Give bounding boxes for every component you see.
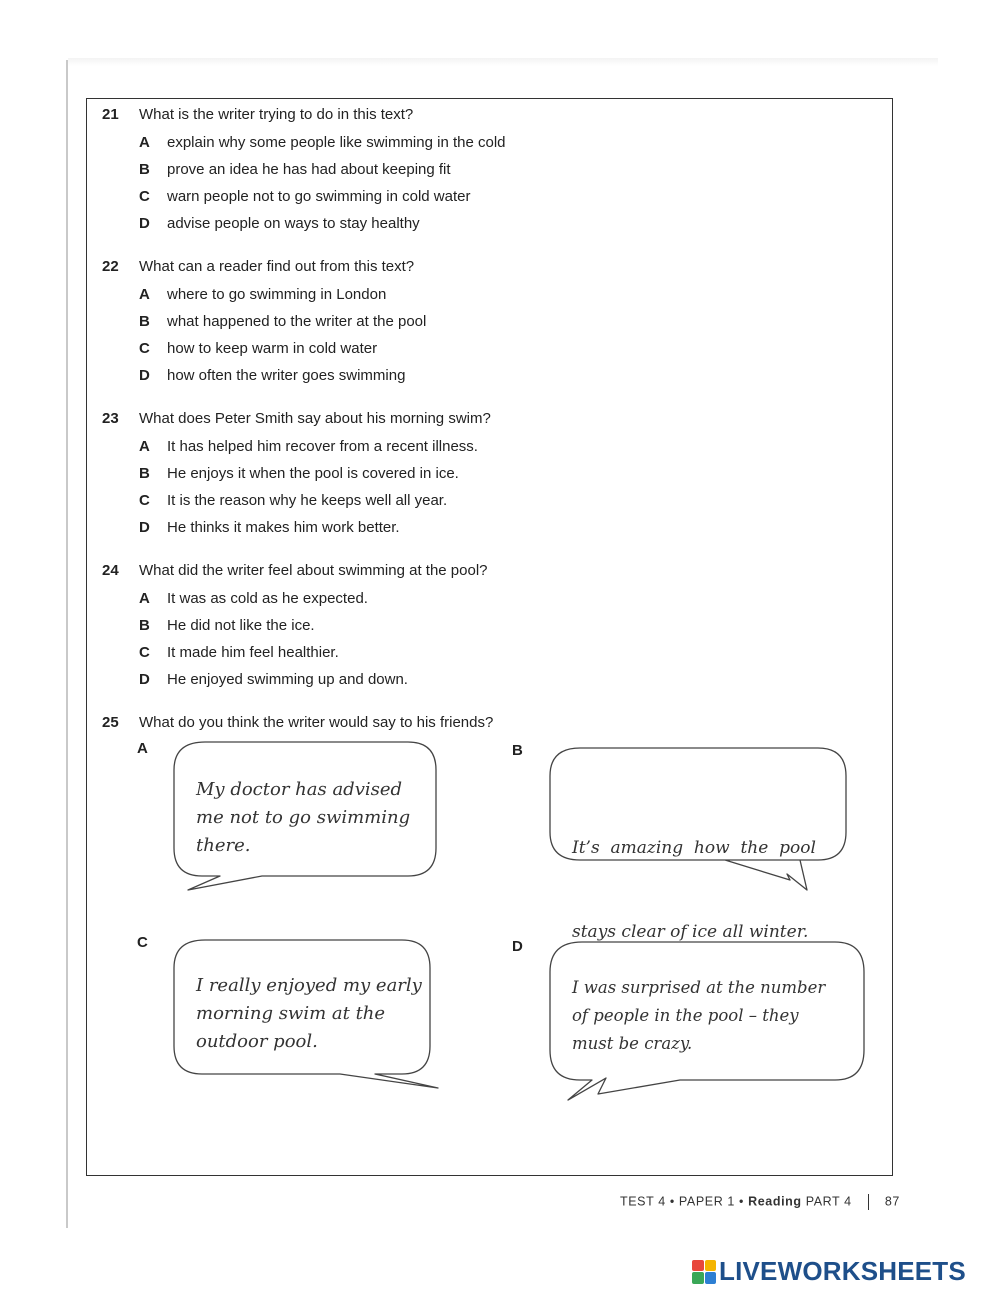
question-text: What can a reader find out from this text? xyxy=(139,258,415,275)
option-letter: C xyxy=(139,492,150,509)
option-letter: D xyxy=(139,367,150,384)
option-text: He enjoys it when the pool is covered in ice. xyxy=(167,465,459,482)
option-text: He did not like the ice. xyxy=(167,617,315,634)
option-text: what happened to the writer at the pool xyxy=(167,313,427,330)
picture-letter-c: C xyxy=(137,934,148,951)
logo-square-green xyxy=(692,1272,704,1284)
option-letter: B xyxy=(139,617,150,634)
bubble-line: there. xyxy=(196,835,251,856)
option-letter: B xyxy=(139,313,150,330)
option-letter: B xyxy=(139,465,150,482)
picture-letter-a: A xyxy=(137,740,148,757)
bubble-line: of people in the pool – they xyxy=(572,1006,799,1025)
option-text: how often the writer goes swimming xyxy=(167,367,406,384)
liveworksheets-brand[interactable] xyxy=(692,1256,966,1287)
bubble-line: me not to go swimming xyxy=(196,807,411,828)
option-letter: A xyxy=(139,286,150,303)
option-letter: A xyxy=(139,590,150,607)
footer-bullet: • xyxy=(739,1194,745,1209)
page-number: 87 xyxy=(884,1194,900,1209)
option-text: It is the reason why he keeps well all year. xyxy=(167,492,448,509)
question-text: What is the writer trying to do in this text? xyxy=(139,106,414,123)
question-text: What do you think the writer would say to his friends? xyxy=(139,714,494,731)
footer-paper: PAPER 1 xyxy=(678,1194,735,1209)
option-letter: D xyxy=(139,215,150,232)
bubble-line: I was surprised at the number xyxy=(572,978,826,997)
brand-name: LIVEWORKSHEETS xyxy=(719,1256,966,1286)
footer-reading: Reading xyxy=(748,1194,802,1209)
footer-test: TEST 4 xyxy=(620,1194,666,1209)
logo-square-yellow xyxy=(705,1260,717,1272)
logo-square-red xyxy=(692,1260,704,1272)
speech-bubble-a[interactable] xyxy=(196,776,410,860)
speech-bubble-c[interactable] xyxy=(196,972,422,1056)
option-text: It was as cold as he expected. xyxy=(167,590,368,607)
option-text: It made him feel healthier. xyxy=(167,644,339,661)
option-letter: D xyxy=(139,519,150,536)
footer-divider xyxy=(868,1194,869,1210)
footer-part: PART 4 xyxy=(805,1194,852,1209)
option-text: He thinks it makes him work better. xyxy=(167,519,400,536)
picture-letter-b: B xyxy=(512,742,523,759)
option-letter: B xyxy=(139,161,150,178)
bubble-line: morning swim at the xyxy=(196,1003,386,1024)
option-letter: C xyxy=(139,644,150,661)
question-text: What does Peter Smith say about his morning swim? xyxy=(139,410,491,427)
speech-bubble-b[interactable] xyxy=(572,778,816,974)
picture-letter-d: D xyxy=(512,938,523,955)
option-letter: C xyxy=(139,340,150,357)
liveworksheets-logo-icon xyxy=(692,1260,716,1284)
option-text: It has helped him recover from a recent illness. xyxy=(167,438,478,455)
option-letter: C xyxy=(139,188,150,205)
footer-bullet: • xyxy=(669,1194,675,1209)
bubble-line: My doctor has advised xyxy=(196,779,403,800)
bubble-line: I really enjoyed my early xyxy=(196,975,422,996)
option-text: advise people on ways to stay healthy xyxy=(167,215,420,232)
question-number: 25 xyxy=(102,714,119,731)
bubble-line: must be crazy. xyxy=(572,1034,693,1053)
option-text: He enjoyed swimming up and down. xyxy=(167,671,408,688)
bubble-line: stays clear of ice all winter. xyxy=(572,922,809,942)
speech-bubble-d[interactable] xyxy=(572,974,825,1058)
question-number: 21 xyxy=(102,106,119,123)
option-text: warn people not to go swimming in cold water xyxy=(167,188,471,205)
question-number: 23 xyxy=(102,410,119,427)
bubble-line: It’s amazing how the pool xyxy=(572,838,816,858)
page-footer xyxy=(620,1194,900,1210)
option-text: where to go swimming in London xyxy=(167,286,387,303)
option-text: how to keep warm in cold water xyxy=(167,340,378,357)
option-text: explain why some people like swimming in the cold xyxy=(167,134,506,151)
option-letter: D xyxy=(139,671,150,688)
option-letter: A xyxy=(139,438,150,455)
option-letter: A xyxy=(139,134,150,151)
question-number: 22 xyxy=(102,258,119,275)
question-text: What did the writer feel about swimming at the pool? xyxy=(139,562,488,579)
option-text: prove an idea he has had about keeping fit xyxy=(167,161,451,178)
bubble-line: outdoor pool. xyxy=(196,1031,318,1052)
logo-square-blue xyxy=(705,1272,717,1284)
question-number: 24 xyxy=(102,562,119,579)
